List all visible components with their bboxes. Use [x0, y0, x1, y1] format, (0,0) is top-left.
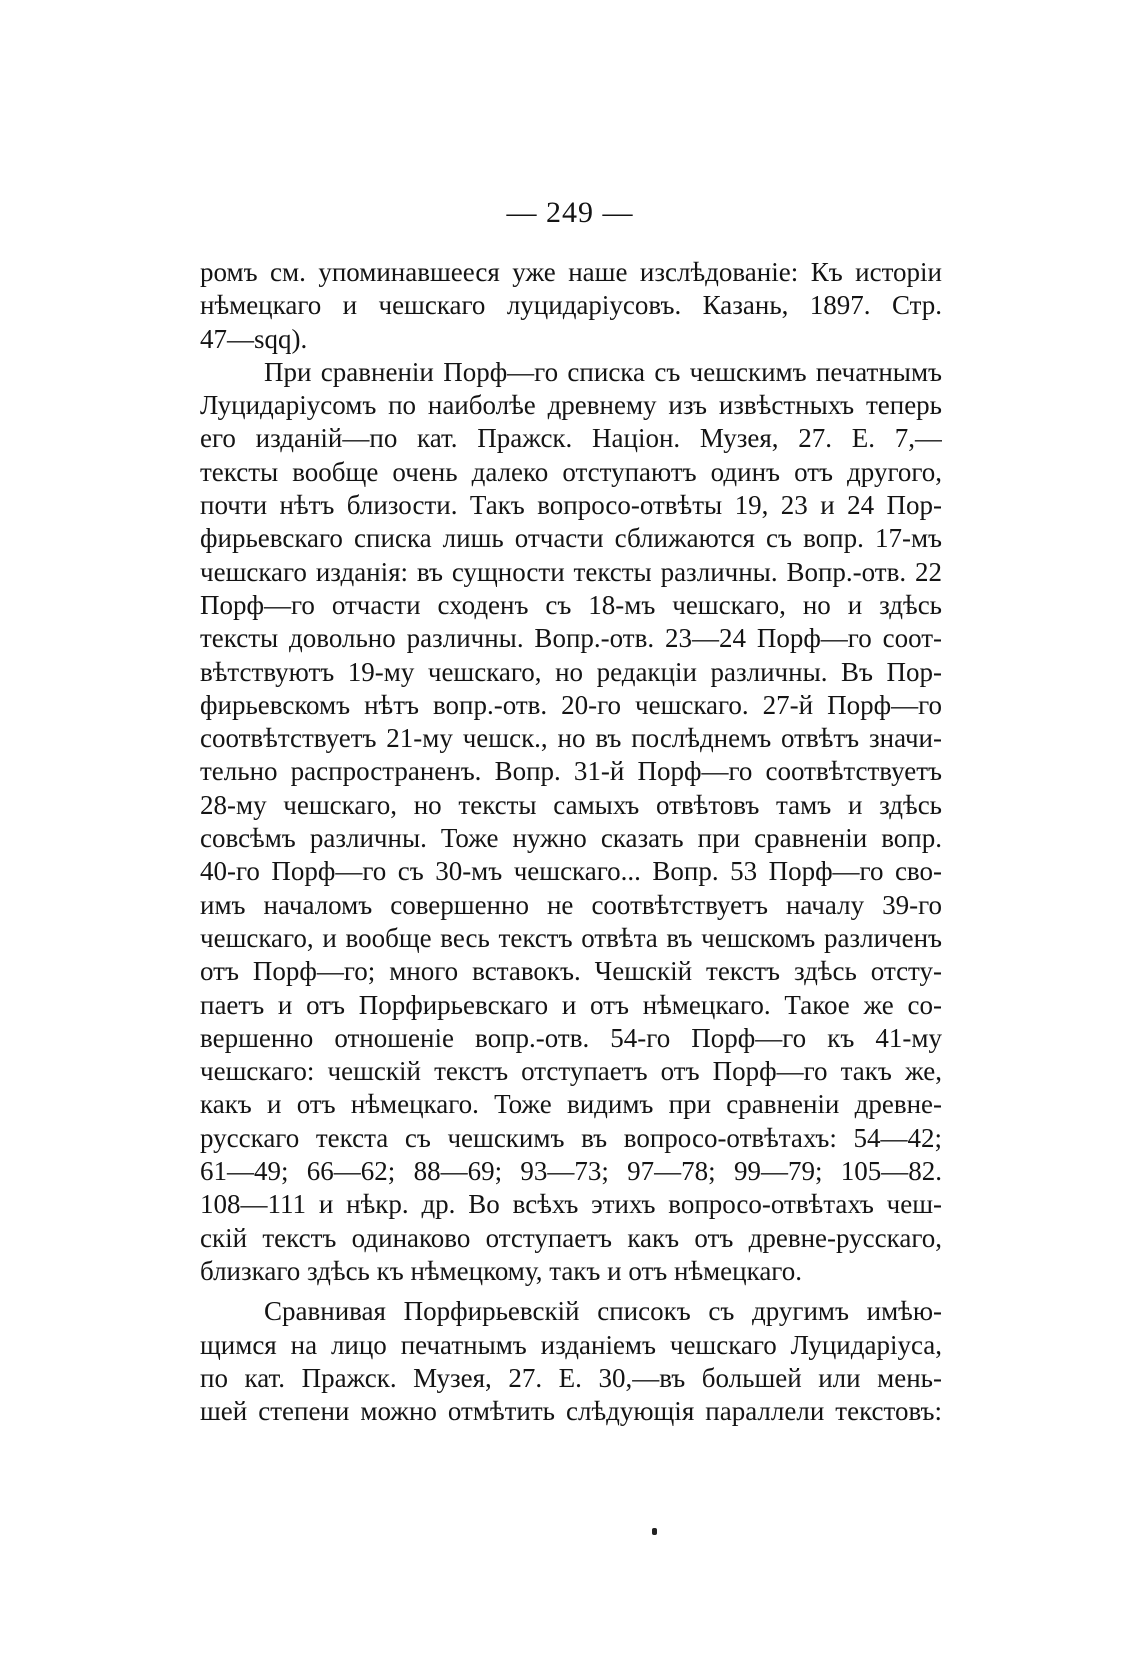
text-line: его изданій—по кат. Пражск. Націон. Музея, 27. E. 7,—: [200, 423, 942, 454]
text-line: нѣмецкаго и чешскаго луцидаріусовъ. Казань, 1897. Стр.: [200, 290, 942, 321]
text-line: паетъ и отъ Порфирьевскаго и отъ нѣмецкаго. Такое же со-: [200, 989, 942, 1020]
text-line: 40-го Порф—го съ 30-мъ чешскаго... Вопр. 53 Порф—го сво-: [200, 856, 942, 887]
text-line: имъ началомъ совершенно не соотвѣтствуетъ началу 39-го: [200, 889, 942, 920]
text-line: чешскаго, и вообще весь текстъ отвѣта въ чешскомъ различенъ: [200, 922, 942, 953]
text-line: близкаго здѣсь къ нѣмецкому, такъ и отъ нѣмецкаго.: [200, 1255, 802, 1286]
page-number: — 249 —: [506, 196, 634, 229]
paragraph-first-line: При сравненіи Порф—го списка съ чешскимъ печатнымъ: [264, 356, 942, 387]
text-line: по кат. Пражск. Музея, 27. E. 30,—въ большей или мень-: [200, 1362, 942, 1393]
text-line: ромъ см. упоминавшееся уже наше изслѣдованіе: Къ исторіи: [200, 257, 942, 287]
text-line: 108—111 и нѣкр. др. Во всѣхъ этихъ вопросо-отвѣтахъ чеш-: [200, 1189, 942, 1220]
text-line: Порф—го отчасти сходенъ съ 18-мъ чешскаго, но и здѣсь: [200, 589, 942, 620]
paragraph-first-line: Сравнивая Порфирьевскій списокъ съ другимъ имѣю-: [264, 1296, 942, 1327]
text-line: щимся на лицо печатнымъ изданіемъ чешскаго Луцидаріуса,: [200, 1329, 942, 1360]
text-line: Луцидаріусомъ по наиболѣе древнему изъ извѣстныхъ теперь: [200, 390, 942, 421]
text-line: тельно распространенъ. Вопр. 31-й Порф—го соотвѣтствуетъ: [200, 756, 942, 787]
text-line: почти нѣтъ близости. Такъ вопросо-отвѣты 19, 23 и 24 Пор-: [200, 490, 942, 521]
ink-speck: [652, 1528, 657, 1535]
text-line: отъ Порф—го; много вставокъ. Чешскій текстъ здѣсь отсту-: [200, 956, 942, 987]
text-line: вѣтствуютъ 19-му чешскаго, но редакціи различны. Въ Пор-: [200, 656, 942, 687]
body-text: [200, 256, 942, 1428]
text-line: тексты довольно различны. Вопр.-отв. 23—24 Порф—го соот-: [200, 623, 942, 654]
text-line: скій текстъ одинаково отступаетъ какъ отъ древне-русскаго,: [200, 1222, 942, 1253]
text-line: какъ и отъ нѣмецкаго. Тоже видимъ при сравненіи древне-: [200, 1089, 942, 1120]
text-line: тексты вообще очень далеко отступаютъ одинъ отъ другого,: [200, 456, 942, 487]
text-line: фирьевскаго списка лишь отчасти сближаются съ вопр. 17-мъ: [200, 523, 942, 554]
text-line: русскаго текста съ чешскимъ въ вопросо-отвѣтахъ: 54—42;: [200, 1122, 942, 1153]
text-line: чешскаго изданія: въ сущности тексты различны. Вопр.-отв. 22: [200, 556, 942, 587]
text-line: 47—sqq).: [200, 323, 308, 354]
text-line: чешскаго: чешскій текстъ отступаетъ отъ Порф—го такъ же,: [200, 1056, 942, 1087]
text-line: 61—49; 66—62; 88—69; 93—73; 97—78; 99—79; 105—82.: [200, 1156, 942, 1187]
text-line: соотвѣтствуетъ 21-му чешск., но въ послѣднемъ отвѣтъ значи-: [200, 723, 942, 754]
text-line: фирьевскомъ нѣтъ вопр.-отв. 20-го чешскаго. 27-й Порф—го: [200, 689, 942, 720]
text-line: вершенно отношеніе вопр.-отв. 54-го Порф—го къ 41-му: [200, 1022, 942, 1053]
text-line: совсѣмъ различны. Тоже нужно сказать при сравненіи вопр.: [200, 823, 942, 854]
text-line: 28-му чешскаго, но тексты самыхъ отвѣтовъ тамъ и здѣсь: [200, 789, 942, 820]
text-line: шей степени можно отмѣтить слѣдующія параллели текстовъ:: [200, 1396, 942, 1427]
